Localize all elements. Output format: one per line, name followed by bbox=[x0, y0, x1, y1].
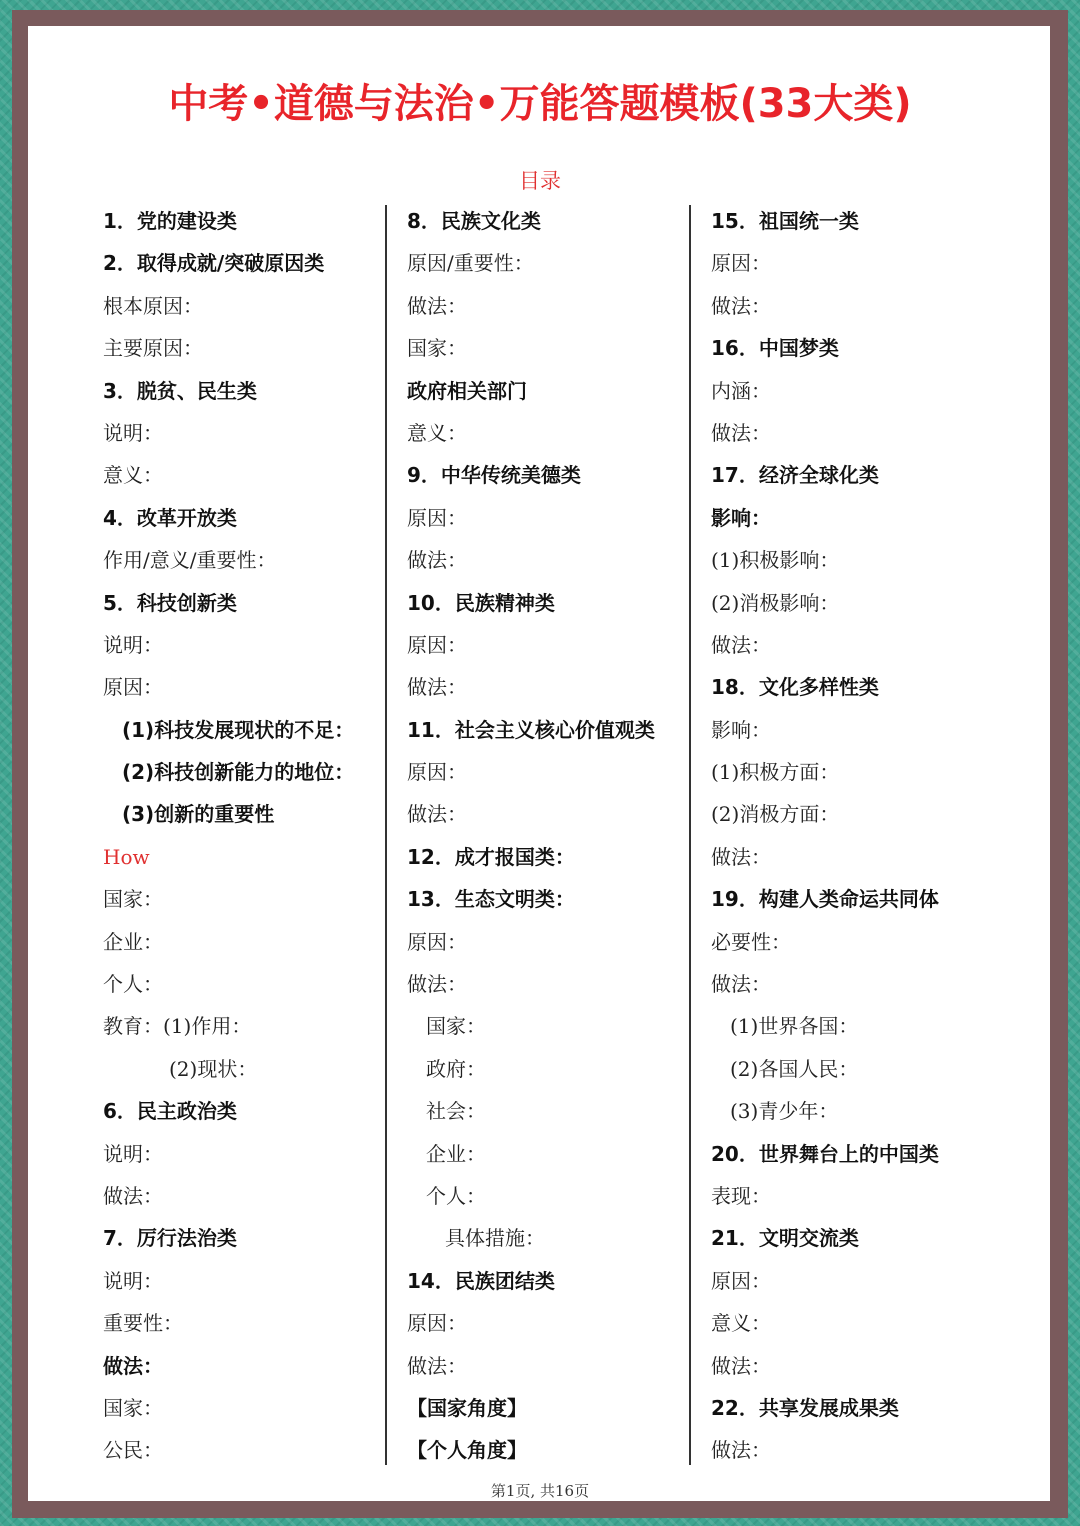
toc-entry: 原因： bbox=[407, 1311, 467, 1336]
toc-entry: 做法： bbox=[711, 293, 771, 318]
toc-entry: (2)各国人民： bbox=[730, 1056, 859, 1081]
toc-entry: 做法： bbox=[711, 1438, 771, 1463]
toc-entry: 做法： bbox=[103, 1183, 163, 1208]
toc-column-1 bbox=[103, 200, 393, 1472]
toc-entry: 具体措施： bbox=[445, 1226, 545, 1251]
toc-entry: 政府相关部门 bbox=[407, 378, 527, 403]
toc-entry: 【个人角度】 bbox=[407, 1438, 527, 1463]
toc-section-heading: 5．科技创新类 bbox=[103, 590, 237, 615]
toc-entry: 做法： bbox=[407, 293, 467, 318]
toc-entry: (2)消极方面： bbox=[711, 802, 840, 827]
toc-entry: 原因： bbox=[407, 760, 467, 785]
toc-section-heading: 9．中华传统美德类 bbox=[407, 463, 581, 488]
toc-entry: (3)创新的重要性 bbox=[122, 802, 275, 827]
toc-entry: 教育：(1)作用： bbox=[103, 1014, 252, 1039]
toc-entry: 根本原因： bbox=[103, 293, 203, 318]
toc-entry: 国家： bbox=[103, 887, 163, 912]
toc-entry: 说明： bbox=[103, 1268, 163, 1293]
toc-section-heading: 10．民族精神类 bbox=[407, 590, 555, 615]
toc-entry: 意义： bbox=[407, 420, 467, 445]
toc-section-heading: 17．经济全球化类 bbox=[711, 463, 879, 488]
toc-section-heading: 14．民族团结类 bbox=[407, 1268, 555, 1293]
toc-entry: 个人： bbox=[426, 1183, 486, 1208]
toc-entry: 公民： bbox=[103, 1438, 163, 1463]
page-title: 中考•道德与法治•万能答题模板(33大类) bbox=[168, 81, 912, 127]
toc-entry: 作用/意义/重要性： bbox=[103, 548, 277, 573]
toc-entry: 政府： bbox=[426, 1056, 486, 1081]
toc-section-heading: 3．脱贫、民生类 bbox=[103, 378, 257, 403]
column-divider bbox=[385, 205, 387, 1465]
toc-section-heading: 12．成才报国类： bbox=[407, 844, 575, 869]
toc-entry: 做法： bbox=[711, 632, 771, 657]
toc-entry: (2)消极影响： bbox=[711, 590, 840, 615]
toc-entry: 国家： bbox=[426, 1014, 486, 1039]
toc-section-heading: 20．世界舞台上的中国类 bbox=[711, 1141, 939, 1166]
toc-entry: 影响： bbox=[711, 717, 771, 742]
toc-column-2 bbox=[407, 200, 697, 1472]
toc-entry: 原因： bbox=[407, 632, 467, 657]
toc-entry: (1)积极影响： bbox=[711, 548, 840, 573]
toc-entry: 影响： bbox=[711, 505, 771, 530]
toc-entry: 说明： bbox=[103, 632, 163, 657]
toc-entry: (1)科技发展现状的不足： bbox=[122, 717, 355, 742]
toc-entry: 原因： bbox=[407, 505, 467, 530]
toc-entry: How bbox=[103, 844, 150, 869]
toc-entry: 原因： bbox=[711, 251, 771, 276]
toc-section-heading: 6．民主政治类 bbox=[103, 1099, 237, 1124]
toc-entry: 必要性： bbox=[711, 929, 791, 954]
toc-entry: 说明： bbox=[103, 1141, 163, 1166]
toc-section-heading: 18．文化多样性类 bbox=[711, 675, 879, 700]
toc-entry: 原因： bbox=[711, 1268, 771, 1293]
toc-entry: (1)世界各国： bbox=[730, 1014, 859, 1039]
toc-column-3 bbox=[711, 200, 1001, 1472]
toc-entry: (2)科技创新能力的地位： bbox=[122, 760, 355, 785]
toc-entry: 做法： bbox=[407, 1353, 467, 1378]
toc-entry: 做法： bbox=[407, 802, 467, 827]
toc-entry: 做法： bbox=[711, 1353, 771, 1378]
toc-entry: 内涵： bbox=[711, 378, 771, 403]
toc-section-heading: 1．党的建设类 bbox=[103, 209, 237, 233]
toc-entry: 原因： bbox=[407, 929, 467, 954]
toc-entry: 做法： bbox=[711, 844, 771, 869]
toc-entry: 主要原因： bbox=[103, 336, 203, 361]
toc-entry: 原因/重要性： bbox=[407, 251, 534, 276]
toc-entry: 说明： bbox=[103, 420, 163, 445]
column-divider bbox=[689, 205, 691, 1465]
toc-section-heading: 19．构建人类命运共同体 bbox=[711, 887, 939, 912]
toc-entry: 个人： bbox=[103, 972, 163, 997]
toc-entry: 社会： bbox=[426, 1099, 486, 1124]
toc-entry: (3)青少年： bbox=[730, 1099, 839, 1124]
toc-section-heading: 21．文明交流类 bbox=[711, 1226, 859, 1251]
toc-entry: 意义： bbox=[711, 1311, 771, 1336]
toc-section-heading: 4．改革开放类 bbox=[103, 505, 237, 530]
toc-entry: 企业： bbox=[426, 1141, 486, 1166]
toc-entry: 国家： bbox=[103, 1395, 163, 1420]
toc-entry: (1)积极方面： bbox=[711, 760, 840, 785]
toc-section-heading: 16．中国梦类 bbox=[711, 336, 839, 361]
toc-entry: 【国家角度】 bbox=[407, 1395, 527, 1420]
toc-section-heading: 22．共享发展成果类 bbox=[711, 1395, 899, 1420]
toc-entry: 做法： bbox=[407, 972, 467, 997]
toc-entry: 做法： bbox=[407, 675, 467, 700]
toc-entry: (2)现状： bbox=[169, 1056, 258, 1081]
toc-entry: 做法： bbox=[407, 548, 467, 573]
toc-section-heading: 13．生态文明类： bbox=[407, 887, 575, 912]
toc-entry: 做法： bbox=[711, 420, 771, 445]
toc-section-heading: 7．厉行法治类 bbox=[103, 1226, 237, 1251]
toc-section-heading: 2．取得成就/突破原因类 bbox=[103, 251, 325, 276]
toc-entry: 原因： bbox=[103, 675, 163, 700]
toc-heading: 目录 bbox=[519, 169, 561, 193]
toc-section-heading: 15．祖国统一类 bbox=[711, 209, 859, 233]
toc-entry: 企业： bbox=[103, 929, 163, 954]
page-footer: 第1页, 共16页 bbox=[490, 1482, 590, 1500]
toc-entry: 意义： bbox=[103, 463, 163, 488]
toc-section-heading: 8．民族文化类 bbox=[407, 209, 541, 233]
toc-entry: 做法： bbox=[711, 972, 771, 997]
toc-entry: 重要性： bbox=[103, 1311, 183, 1336]
toc-section-heading: 11．社会主义核心价值观类 bbox=[407, 717, 655, 742]
toc-entry: 表现： bbox=[711, 1183, 771, 1208]
toc-entry: 国家： bbox=[407, 336, 467, 361]
toc-entry: 做法： bbox=[103, 1353, 163, 1378]
